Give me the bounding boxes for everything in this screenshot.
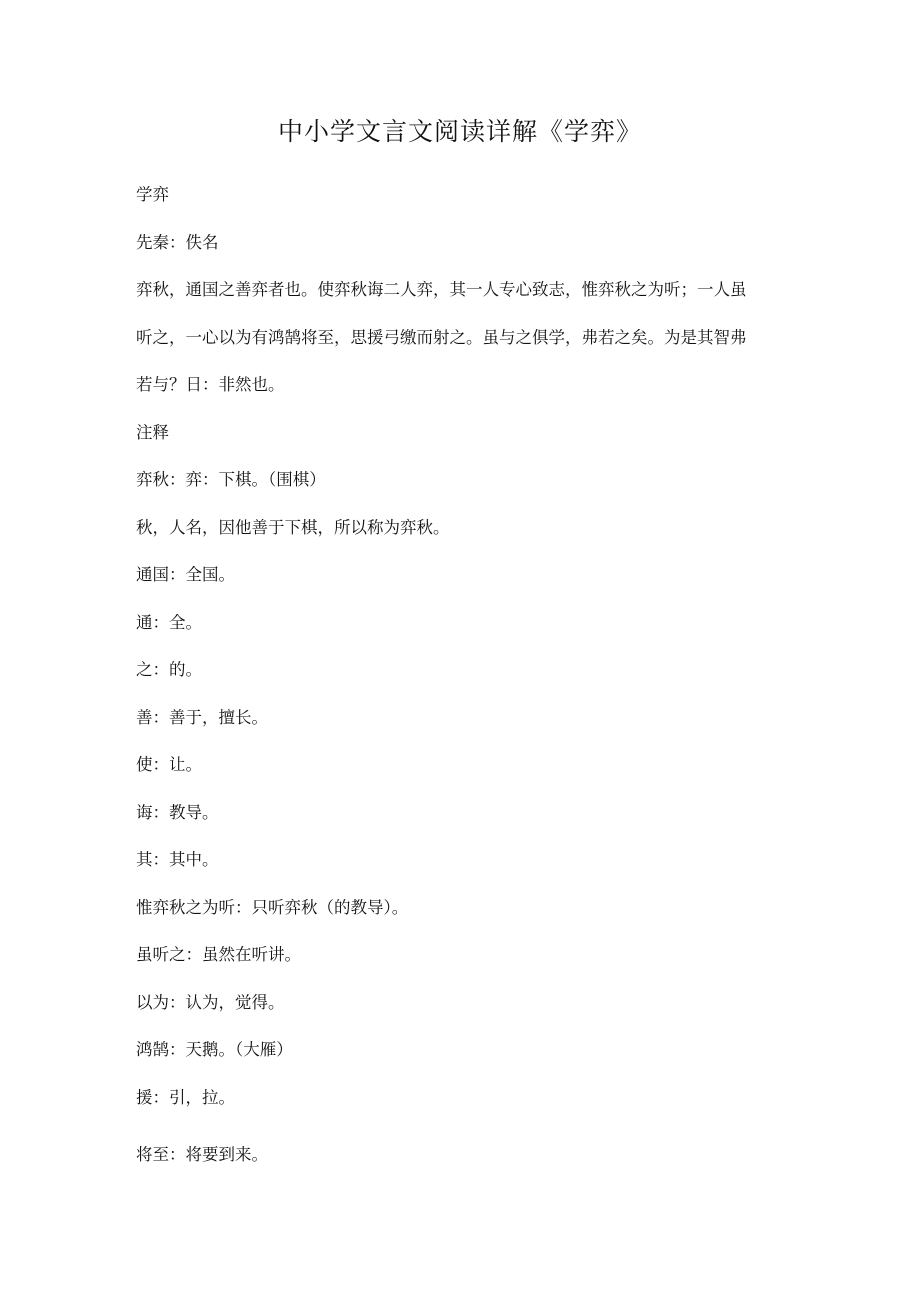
section-heading: 学弈	[136, 185, 169, 204]
note-item: 通：全。	[136, 612, 202, 632]
note-item: 援：引，拉。	[136, 1087, 235, 1107]
note-item: 秋，人名，因他善于下棋，所以称为弈秋。	[136, 517, 450, 537]
classical-text	[136, 270, 786, 413]
text-line: 若与？日：非然也。	[136, 375, 285, 394]
note-item: 使：让。	[136, 755, 202, 774]
text-line: 弈秋，通国之善弈者也。使弈秋诲二人弈，其一人专心致志，惟弈秋之为听；一人虽	[136, 280, 747, 299]
author-line: 先秦：佚名	[136, 232, 219, 252]
note-item: 将至：将要到来。	[136, 1144, 268, 1164]
document-title: 中小学文言文阅读详解《学弈》	[277, 117, 642, 146]
note-item: 通国：全国。	[136, 565, 235, 584]
note-item: 鸿鹄：天鹅。（大雁）	[136, 1040, 293, 1059]
text-line: 听之，一心以为有鸿鹄将至，思援弓缴而射之。虽与之俱学，弗若之矣。为是其智弗	[136, 327, 747, 347]
notes-heading: 注释	[136, 422, 169, 442]
note-item: 虽听之：虽然在听讲。	[136, 945, 301, 964]
note-item: 惟弈秋之为听：只听弈秋（的教导）。	[136, 897, 409, 917]
note-item: 其：其中。	[136, 850, 219, 869]
note-item: 弈秋：弈：下棋。（围棋）	[136, 470, 326, 489]
document-body	[136, 175, 786, 1182]
note-item: 之：的。	[136, 660, 202, 679]
note-item: 以为：认为，觉得。	[136, 992, 285, 1012]
note-item: 善：善于，擅长。	[136, 707, 268, 727]
note-item: 诲：教导。	[136, 802, 219, 822]
